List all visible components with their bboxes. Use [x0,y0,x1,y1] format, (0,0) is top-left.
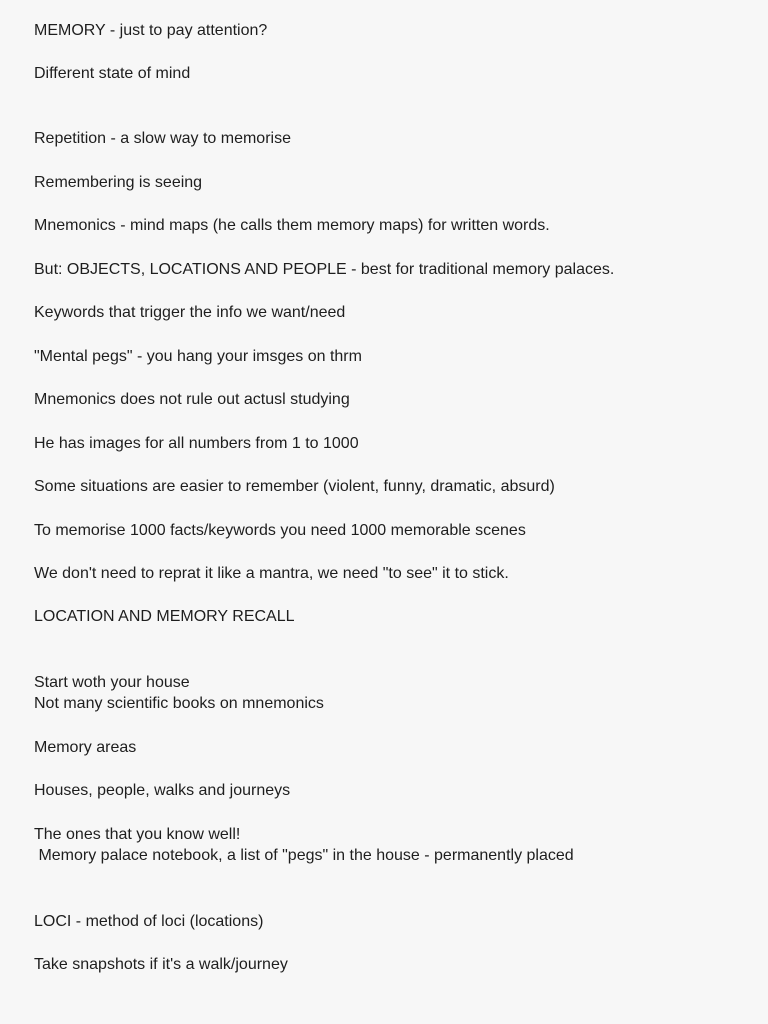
note-line: We don't need to reprat it like a mantra, we need "to see" it to stick. [34,565,509,582]
note-heading: LOCATION AND MEMORY RECALL [34,608,295,625]
note-line: Repetition - a slow way to memorise [34,130,291,147]
note-line: But: OBJECTS, LOCATIONS AND PEOPLE - best for traditional memory palaces. [34,261,615,278]
note-line: Houses, people, walks and journeys [34,782,291,799]
note-line: Remembering is seeing [34,174,203,191]
note-line: Mnemonics does not rule out actusl studying [34,391,350,408]
note-line: Take snapshots if it's a walk/journey [34,956,288,973]
note-line: He has images for all numbers from 1 to 1000 [34,435,359,452]
note-line: Start woth your house [34,674,190,691]
note-line: LOCI - method of loci (locations) [34,913,264,930]
note-line: To memorise 1000 facts/keywords you need 1000 memorable scenes [34,522,526,539]
note-line: Keywords that trigger the info we want/need [34,304,346,321]
note-line: Memory areas [34,739,137,756]
note-line: The ones that you know well! [34,826,241,843]
note-line: Memory palace notebook, a list of "pegs" in the house - permanently placed [34,847,574,864]
note-line: "Mental pegs" - you hang your imsges on thrm [34,348,362,365]
note-line: Not many scientific books on mnemonics [34,695,324,712]
note-line: MEMORY - just to pay attention? [34,22,268,39]
note-line: Mnemonics - mind maps (he calls them memory maps) for written words. [34,217,550,234]
note-line: Some situations are easier to remember (violent, funny, dramatic, absurd) [34,478,555,495]
note-line: Different state of mind [34,65,191,82]
